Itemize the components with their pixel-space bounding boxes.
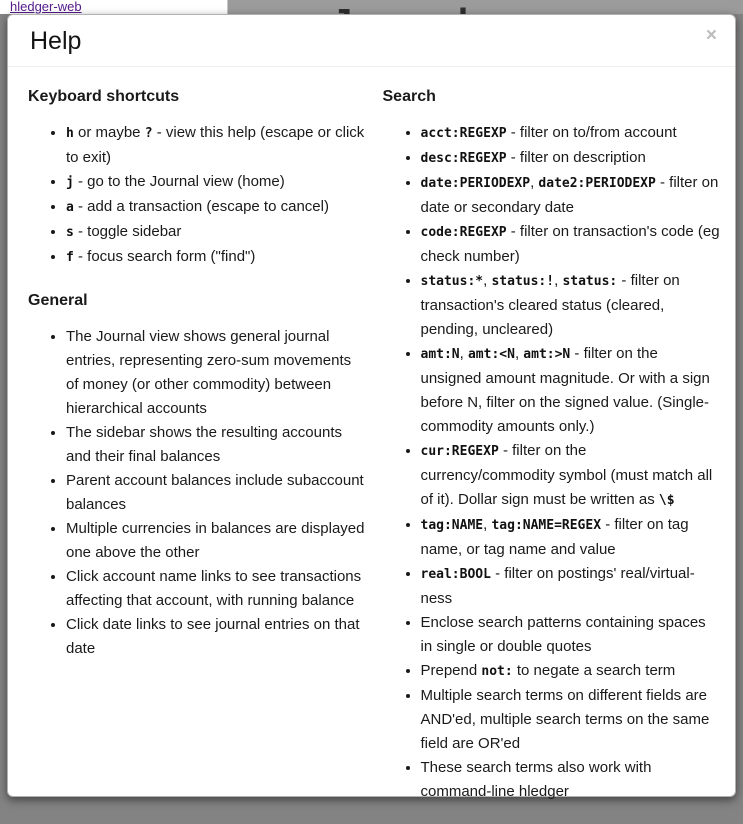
section-keyboard-shortcuts	[28, 87, 367, 270]
section-heading-search: Search	[382, 88, 436, 105]
code-term: status:	[562, 274, 618, 289]
list-item: • a - add a transaction (escape to cancel)	[66, 195, 367, 220]
list-item: • real:BOOL - filter on postings' real/virtual-ness	[421, 562, 722, 611]
list-item: • date:PERIODEXP, date2:PERIODEXP - filter on date or secondary date	[421, 171, 722, 220]
code-term: j	[66, 175, 74, 190]
modal-body	[8, 67, 735, 824]
modal-title: Help	[30, 27, 82, 55]
code-term: date2:PERIODEXP	[538, 176, 656, 191]
shortcut-list	[28, 121, 367, 270]
list-item: • amt:N, amt:<N, amt:>N - filter on the unsigned amount magnitude. Or with a sign before N, filter on the signed value. (Single-commodity amounts only.)	[421, 342, 722, 439]
code-term: desc:REGEXP	[420, 151, 507, 166]
section-heading-keyboard-shortcuts: Keyboard shortcuts	[28, 88, 180, 105]
section-heading-general: General	[28, 292, 88, 309]
code-term: amt:N	[420, 347, 460, 362]
code-term: tag:NAME	[420, 518, 484, 533]
section-general	[28, 291, 367, 661]
help-column-right	[383, 87, 722, 804]
code-term: code:REGEXP	[420, 225, 507, 240]
code-term: cur:REGEXP	[420, 444, 499, 459]
list-item: • h or maybe ? - view this help (escape or click to exit)	[66, 121, 367, 170]
code-term: real:BOOL	[420, 567, 491, 582]
list-item: • Parent account balances include subaccount balances	[66, 469, 367, 517]
list-item: • Multiple search terms on different fields are AND'ed, multiple search terms on the same field are OR'ed	[421, 684, 722, 756]
list-item: • status:*, status:!, status: - filter on transaction's cleared status (cleared, pending, uncleared)	[421, 269, 722, 342]
code-term: status:!	[491, 274, 555, 289]
code-term: tag:NAME=REGEX	[491, 518, 602, 533]
list-item: • These search terms also work with command-line hledger	[421, 756, 722, 804]
code-term: f	[66, 250, 74, 265]
list-item: • cur:REGEXP - filter on the currency/commodity symbol (must match all of it). Dollar sign must be written as \$	[421, 439, 722, 513]
list-item: • f - focus search form ("find")	[66, 245, 367, 270]
code-term: status:*	[420, 274, 484, 289]
code-term: h	[66, 126, 74, 141]
list-item: • desc:REGEXP - filter on description	[421, 146, 722, 171]
close-icon[interactable]: ×	[705, 25, 717, 46]
background-content-area	[227, 0, 743, 14]
code-term: acct:REGEXP	[420, 126, 507, 141]
code-term: ?	[144, 126, 153, 141]
list-item: • code:REGEXP - filter on transaction's code (eg check number)	[421, 220, 722, 269]
code-term: not:	[481, 664, 513, 679]
code-term: amt:<N	[467, 347, 515, 362]
list-item: • j - go to the Journal view (home)	[66, 170, 367, 195]
list-item: • Click date links to see journal entries on that date	[66, 613, 367, 661]
list-item: • acct:REGEXP - filter on to/from account	[421, 121, 722, 146]
general-list	[28, 325, 367, 661]
help-column-left	[28, 87, 367, 804]
code-term: s	[66, 225, 74, 240]
code-term: amt:>N	[523, 347, 571, 362]
list-item: • Enclose search patterns containing spaces in single or double quotes	[421, 611, 722, 659]
code-term: \$	[658, 493, 675, 508]
section-search	[383, 87, 722, 804]
list-item: • The sidebar shows the resulting accounts and their final balances	[66, 421, 367, 469]
list-item: • s - toggle sidebar	[66, 220, 367, 245]
help-modal	[7, 14, 736, 800]
list-item: • Multiple currencies in balances are displayed one above the other	[66, 517, 367, 565]
modal-header	[8, 15, 735, 67]
background-page-strip	[0, 0, 743, 14]
list-item: • Click account name links to see transactions affecting that account, with running balance	[66, 565, 367, 613]
search-list	[383, 121, 722, 804]
code-term: a	[66, 200, 74, 215]
list-item: • tag:NAME, tag:NAME=REGEX - filter on tag name, or tag name and value	[421, 513, 722, 562]
brand-link: hledger-web	[10, 0, 82, 14]
code-term: date:PERIODEXP	[420, 176, 531, 191]
list-item: • The Journal view shows general journal entries, representing zero-sum movements of money (or other commodity) between hierarchical accounts	[66, 325, 367, 421]
list-item: • Prepend not: to negate a search term	[421, 659, 722, 684]
